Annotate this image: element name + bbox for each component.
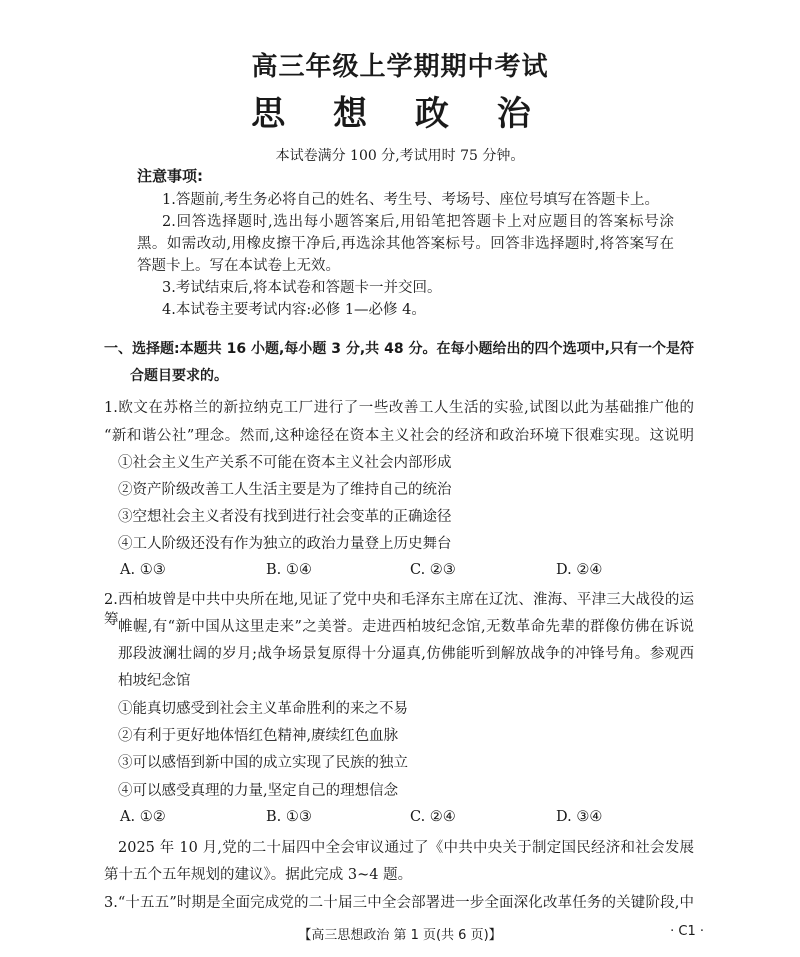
choice-a[interactable]: A. ①③	[120, 562, 166, 578]
exam-title: 高三年级上学期期中考试	[251, 52, 549, 82]
notice-line: 1.答题前,考生务必将自己的姓名、考生号、考场号、座位号填写在答题卡上。	[162, 192, 659, 208]
passage-text: 2025 年 10 月,党的二十届四中全会审议通过了《中共中央关于制定国民经济和社会发展	[118, 840, 694, 856]
choice-b[interactable]: B. ①④	[266, 562, 312, 578]
question-2-statement: ③可以感悟到新中国的成立实现了民族的独立	[118, 755, 408, 771]
question-2-text: 那段波澜壮阔的岁月;战争场景复原得十分逼真,仿佛能听到解放战争的冲锋号角。参观西	[118, 646, 694, 662]
choice-d[interactable]: D. ②④	[556, 562, 603, 578]
question-2-text: 帷幄,有“新中国从这里走来”之美誉。走进西柏坡纪念馆,无数革命先辈的群像仿佛在诉说	[118, 619, 694, 635]
question-2-statement: ④可以感受真理的力量,坚定自己的理想信念	[118, 783, 399, 799]
choice-d[interactable]: D. ③④	[556, 809, 603, 825]
passage-text: 第十五个五年规划的建议》。据此完成 3~4 题。	[104, 867, 413, 883]
question-3-text: 3.“十五五”时期是全面完成党的二十届三中全会部署进一步全面深化改革任务的关键阶段,中	[104, 895, 694, 911]
subject-title: 思 想 政 治	[251, 94, 549, 134]
question-2-statement: ②有利于更好地体悟红色精神,赓续红色血脉	[118, 728, 399, 744]
choice-b[interactable]: B. ①③	[266, 809, 312, 825]
question-1-text: “新和谐公社”理念。然而,这种途径在资本主义社会的经济和政治环境下很难实现。这说明	[104, 428, 694, 444]
notice-line: 4.本试卷主要考试内容:必修 1—必修 4。	[162, 302, 426, 318]
notice-heading: 注意事项:	[137, 167, 203, 185]
notice-line: 答题卡上。写在本试卷上无效。	[137, 258, 340, 274]
question-1-statement: ③空想社会主义者没有找到进行社会变革的正确途径	[118, 509, 452, 525]
choice-c[interactable]: C. ②④	[410, 809, 456, 825]
section-heading: 一、选择题:本题共 16 小题,每小题 3 分,共 48 分。在每小题给出的四个选项中,只有一个是符	[104, 341, 694, 357]
question-1-statement: ①社会主义生产关系不可能在资本主义社会内部形成	[118, 455, 452, 471]
notice-line: 黑。如需改动,用橡皮擦干净后,再选涂其他答案标号。回答非选择题时,将答案写在	[137, 236, 674, 252]
exam-info: 本试卷满分 100 分,考试用时 75 分钟。	[275, 148, 525, 164]
page-footer: 【高三思想政治 第 1 页(共 6 页)】	[298, 928, 502, 943]
notice-line: 2.回答选择题时,选出每小题答案后,用铅笔把答题卡上对应题目的答案标号涂	[162, 214, 674, 230]
section-heading: 合题目要求的。	[130, 368, 228, 384]
question-2-statement: ①能真切感受到社会主义革命胜利的来之不易	[118, 701, 408, 717]
choice-a[interactable]: A. ①②	[120, 809, 166, 825]
question-1-statement: ②资产阶级改善工人生活主要是为了维持自己的统治	[118, 482, 452, 498]
notice-line: 3.考试结束后,将本试卷和答题卡一并交回。	[162, 280, 442, 296]
paper-code: · C1 ·	[670, 924, 704, 939]
question-1-text: 1.欧文在苏格兰的新拉纳克工厂进行了一些改善工人生活的实验,试图以此为基础推广他的	[104, 400, 694, 416]
choice-c[interactable]: C. ②③	[410, 562, 456, 578]
question-2-text: 2.西柏坡曾是中共中央所在地,见证了党中央和毛泽东主席在辽沈、淮海、平津三大战役的运筹	[104, 592, 694, 628]
question-2-text: 柏坡纪念馆	[118, 673, 191, 689]
question-1-statement: ④工人阶级还没有作为独立的政治力量登上历史舞台	[118, 536, 452, 552]
